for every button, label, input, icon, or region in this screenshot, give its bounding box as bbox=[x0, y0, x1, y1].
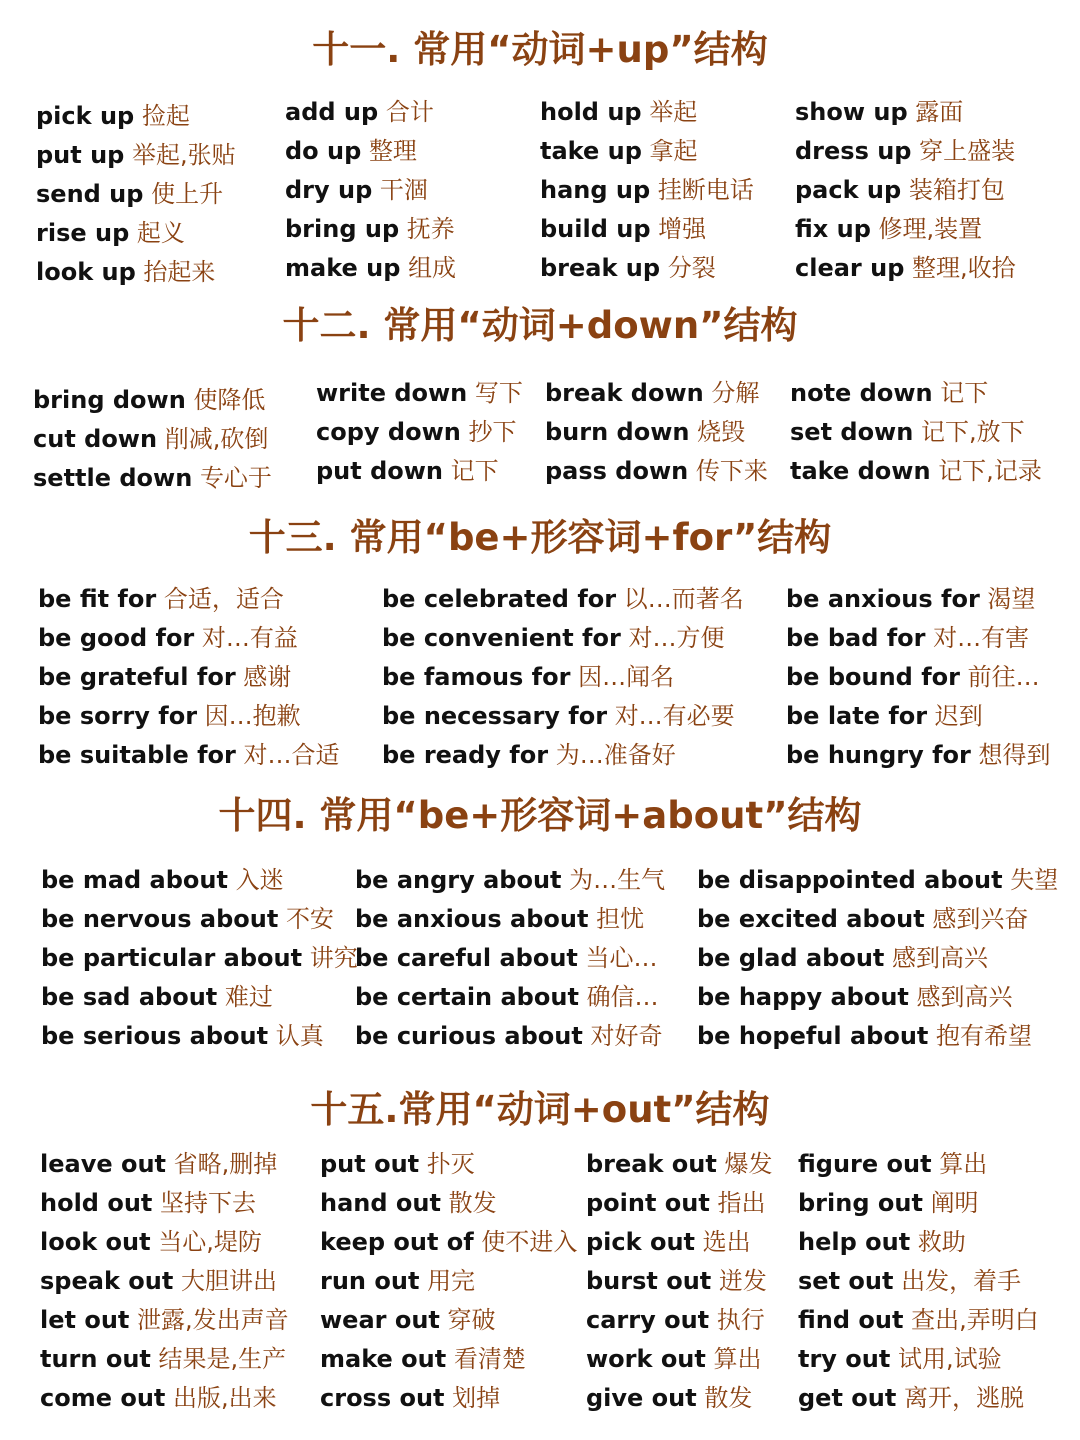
phrase-english: turn out bbox=[40, 1345, 151, 1373]
phrase-chinese: 大胆讲出 bbox=[180, 1267, 277, 1295]
phrase-english: dress up bbox=[795, 137, 912, 165]
phrase-english: take up bbox=[540, 137, 642, 165]
phrase-chinese: 分解 bbox=[711, 379, 760, 407]
phrase-english: break down bbox=[545, 379, 704, 407]
phrase-entry bbox=[697, 1021, 1032, 1051]
phrase-entry bbox=[40, 1383, 277, 1413]
phrase-entry bbox=[382, 584, 744, 614]
phrase-entry bbox=[38, 623, 298, 653]
phrase-chinese: 难过 bbox=[224, 983, 273, 1011]
phrase-chinese: 坚持下去 bbox=[160, 1189, 257, 1217]
phrase-chinese: 想得到 bbox=[978, 741, 1051, 769]
phrase-entry bbox=[355, 904, 644, 934]
phrase-entry bbox=[38, 740, 340, 770]
phrase-chinese: 传下来 bbox=[695, 457, 768, 485]
phrase-entry bbox=[285, 253, 456, 283]
phrase-entry bbox=[285, 214, 455, 244]
phrase-entry bbox=[320, 1266, 475, 1296]
phrase-chinese: 使降低 bbox=[193, 386, 266, 414]
phrase-english: look out bbox=[40, 1228, 151, 1256]
phrase-english: be sorry for bbox=[38, 702, 198, 730]
phrase-entry bbox=[586, 1149, 773, 1179]
phrase-english: be late for bbox=[786, 702, 928, 730]
phrase-english: show up bbox=[795, 98, 908, 126]
phrase-english: hand out bbox=[320, 1189, 441, 1217]
phrase-english: run out bbox=[320, 1267, 420, 1295]
phrase-entry bbox=[36, 257, 215, 287]
phrase-entry bbox=[545, 456, 768, 486]
phrase-english: be angry about bbox=[355, 866, 562, 894]
phrase-english: fix up bbox=[795, 215, 871, 243]
phrase-english: let out bbox=[40, 1306, 130, 1334]
phrase-chinese: 记下 bbox=[450, 457, 499, 485]
phrase-entry bbox=[798, 1305, 1039, 1335]
phrase-chinese: 用完 bbox=[427, 1267, 476, 1295]
phrase-chinese: 离开，逃脱 bbox=[903, 1384, 1024, 1412]
phrase-english: be ready for bbox=[382, 741, 549, 769]
phrase-english: break up bbox=[540, 254, 661, 282]
phrase-english: cross out bbox=[320, 1384, 445, 1412]
phrase-english: be mad about bbox=[41, 866, 228, 894]
phrase-entry bbox=[38, 584, 284, 614]
phrase-chinese: 起义 bbox=[136, 219, 185, 247]
phrase-chinese: 分裂 bbox=[667, 254, 716, 282]
phrase-entry bbox=[586, 1344, 762, 1374]
phrase-entry bbox=[40, 1188, 256, 1218]
phrase-chinese: 穿上盛装 bbox=[919, 137, 1016, 165]
phrase-entry bbox=[316, 378, 523, 408]
phrase-chinese: 看清楚 bbox=[453, 1345, 526, 1373]
phrase-entry bbox=[320, 1188, 497, 1218]
phrase-entry bbox=[38, 701, 301, 731]
phrase-chinese: 迸发 bbox=[718, 1267, 767, 1295]
phrase-english: figure out bbox=[798, 1150, 932, 1178]
phrase-entry bbox=[586, 1188, 766, 1218]
phrase-english: take down bbox=[790, 457, 931, 485]
phrase-english: break out bbox=[586, 1150, 717, 1178]
phrase-chinese: 感谢 bbox=[243, 663, 292, 691]
phrase-entry bbox=[697, 943, 988, 973]
phrase-chinese: 担忧 bbox=[596, 905, 645, 933]
phrase-chinese: 认真 bbox=[275, 1022, 324, 1050]
phrase-chinese: 指出 bbox=[717, 1189, 766, 1217]
section-title: 十五.常用“动词+out”结构 bbox=[310, 1088, 770, 1131]
phrase-english: work out bbox=[586, 1345, 706, 1373]
phrase-chinese: 削减,砍倒 bbox=[164, 425, 269, 453]
phrase-entry bbox=[320, 1305, 496, 1335]
phrase-entry bbox=[40, 1266, 277, 1296]
phrase-english: look up bbox=[36, 258, 136, 286]
phrase-english: hold out bbox=[40, 1189, 153, 1217]
phrase-chinese: 感到高兴 bbox=[916, 983, 1013, 1011]
phrase-english: be disappointed about bbox=[697, 866, 1003, 894]
phrase-entry bbox=[33, 385, 265, 415]
phrase-english: add up bbox=[285, 98, 379, 126]
phrase-chinese: 省略,删掉 bbox=[173, 1150, 278, 1178]
phrase-chinese: 组成 bbox=[408, 254, 457, 282]
phrase-entry bbox=[320, 1227, 577, 1257]
phrase-chinese: 装箱打包 bbox=[908, 176, 1005, 204]
phrase-chinese: 散发 bbox=[448, 1189, 497, 1217]
phrase-english: be bad for bbox=[786, 624, 926, 652]
phrase-entry bbox=[36, 140, 236, 170]
phrase-chinese: 抄下 bbox=[468, 418, 517, 446]
phrase-english: build up bbox=[540, 215, 651, 243]
phrase-chinese: 失望 bbox=[1010, 866, 1059, 894]
phrase-english: write down bbox=[316, 379, 468, 407]
phrase-chinese: 感到兴奋 bbox=[932, 905, 1029, 933]
phrase-english: make up bbox=[285, 254, 401, 282]
phrase-english: keep out of bbox=[320, 1228, 474, 1256]
phrase-english: help out bbox=[798, 1228, 911, 1256]
phrase-english: pass down bbox=[545, 457, 689, 485]
phrase-chinese: 扑灭 bbox=[426, 1150, 475, 1178]
phrase-chinese: 查出,弄明白 bbox=[911, 1306, 1039, 1334]
phrase-chinese: 干涸 bbox=[379, 176, 428, 204]
phrase-chinese: 露面 bbox=[915, 98, 964, 126]
phrase-entry bbox=[586, 1305, 765, 1335]
phrase-entry bbox=[795, 253, 1016, 283]
phrase-english: clear up bbox=[795, 254, 905, 282]
phrase-english: be particular about bbox=[41, 944, 303, 972]
phrase-chinese: 记下,记录 bbox=[938, 457, 1042, 485]
phrase-english: give out bbox=[586, 1384, 697, 1412]
phrase-entry bbox=[795, 214, 982, 244]
phrase-entry bbox=[33, 463, 272, 493]
phrase-entry bbox=[790, 417, 1025, 447]
phrase-english: be good for bbox=[38, 624, 195, 652]
section-title: 十二. 常用“动词+down”结构 bbox=[282, 304, 798, 347]
phrase-english: be anxious for bbox=[786, 585, 980, 613]
phrase-entry bbox=[790, 456, 1042, 486]
phrase-english: send up bbox=[36, 180, 144, 208]
section-title: 十三. 常用“be+形容词+for”结构 bbox=[248, 516, 832, 559]
phrase-entry bbox=[355, 1021, 662, 1051]
phrase-english: wear out bbox=[320, 1306, 440, 1334]
phrase-chinese: 专心于 bbox=[199, 464, 272, 492]
phrase-chinese: 捡起 bbox=[141, 102, 190, 130]
phrase-entry bbox=[40, 1227, 262, 1257]
phrase-english: be sad about bbox=[41, 983, 218, 1011]
phrase-chinese: 讲究 bbox=[309, 944, 358, 972]
phrase-english: be curious about bbox=[355, 1022, 583, 1050]
phrase-entry bbox=[795, 97, 963, 127]
phrase-entry bbox=[798, 1266, 1021, 1296]
phrase-english: pick out bbox=[586, 1228, 695, 1256]
phrase-chinese: 出版,出来 bbox=[173, 1384, 277, 1412]
phrase-entry bbox=[355, 982, 659, 1012]
phrase-entry bbox=[355, 943, 658, 973]
phrase-entry bbox=[798, 1344, 1002, 1374]
phrase-english: copy down bbox=[316, 418, 461, 446]
phrase-chinese: 不安 bbox=[285, 905, 334, 933]
phrase-chinese: 挂断电话 bbox=[657, 176, 754, 204]
phrase-entry bbox=[40, 1149, 277, 1179]
phrase-entry bbox=[786, 740, 1051, 770]
phrase-chinese: 算出 bbox=[939, 1150, 988, 1178]
phrase-entry bbox=[697, 904, 1028, 934]
phrase-entry bbox=[40, 1305, 289, 1335]
phrase-chinese: 使上升 bbox=[151, 180, 224, 208]
phrase-english: make out bbox=[320, 1345, 447, 1373]
phrase-entry bbox=[320, 1344, 526, 1374]
phrase-english: pick up bbox=[36, 102, 135, 130]
phrase-entry bbox=[41, 904, 334, 934]
phrase-english: be suitable for bbox=[38, 741, 236, 769]
phrase-entry bbox=[316, 456, 499, 486]
phrase-entry bbox=[36, 218, 185, 248]
phrase-chinese: 举起 bbox=[649, 98, 698, 126]
phrase-entry bbox=[545, 417, 745, 447]
phrase-entry bbox=[798, 1188, 979, 1218]
section-title: 十一. 常用“动词+up”结构 bbox=[312, 28, 768, 71]
phrase-english: put out bbox=[320, 1150, 420, 1178]
phrase-entry bbox=[33, 424, 268, 454]
phrase-chinese: 渴望 bbox=[987, 585, 1036, 613]
phrase-chinese: 合适，适合 bbox=[163, 585, 284, 613]
phrase-chinese: 阐明 bbox=[930, 1189, 979, 1217]
phrase-entry bbox=[697, 865, 1058, 895]
phrase-chinese: 泄露,发出声音 bbox=[137, 1306, 289, 1334]
phrase-entry bbox=[40, 1344, 286, 1374]
phrase-chinese: 为…生气 bbox=[569, 866, 666, 894]
phrase-entry bbox=[382, 623, 724, 653]
phrase-chinese: 合计 bbox=[385, 98, 434, 126]
phrase-chinese: 记下,放下 bbox=[920, 418, 1025, 446]
phrase-english: hang up bbox=[540, 176, 651, 204]
phrase-english: dry up bbox=[285, 176, 373, 204]
phrase-entry bbox=[697, 982, 1013, 1012]
phrase-english: be necessary for bbox=[382, 702, 608, 730]
phrase-entry bbox=[540, 136, 698, 166]
phrase-chinese: 整理 bbox=[368, 137, 417, 165]
phrase-chinese: 抚养 bbox=[406, 215, 455, 243]
phrase-chinese: 划掉 bbox=[452, 1384, 501, 1412]
phrase-english: hold up bbox=[540, 98, 642, 126]
phrase-chinese: 拿起 bbox=[649, 137, 698, 165]
phrase-english: carry out bbox=[586, 1306, 710, 1334]
phrase-english: be careful about bbox=[355, 944, 578, 972]
phrase-entry bbox=[786, 584, 1035, 614]
phrase-entry bbox=[798, 1227, 966, 1257]
phrase-english: get out bbox=[798, 1384, 897, 1412]
phrase-english: be anxious about bbox=[355, 905, 589, 933]
phrase-english: be grateful for bbox=[38, 663, 236, 691]
phrase-chinese: 试用,试验 bbox=[898, 1345, 1002, 1373]
phrase-chinese: 执行 bbox=[716, 1306, 765, 1334]
phrase-english: set out bbox=[798, 1267, 894, 1295]
phrase-chinese: 救助 bbox=[917, 1228, 966, 1256]
phrase-entry bbox=[798, 1383, 1024, 1413]
phrase-english: set down bbox=[790, 418, 914, 446]
phrase-chinese: 举起,张贴 bbox=[132, 141, 236, 169]
phrase-english: be celebrated for bbox=[382, 585, 617, 613]
phrase-english: be excited about bbox=[697, 905, 925, 933]
phrase-entry bbox=[285, 175, 428, 205]
phrase-entry bbox=[41, 865, 284, 895]
phrase-chinese: 感到高兴 bbox=[892, 944, 989, 972]
phrase-entry bbox=[795, 136, 1015, 166]
phrase-chinese: 爆发 bbox=[724, 1150, 773, 1178]
phrase-chinese: 对…有必要 bbox=[614, 702, 735, 730]
phrase-english: be hopeful about bbox=[697, 1022, 929, 1050]
phrase-entry bbox=[382, 740, 676, 770]
phrase-entry bbox=[41, 943, 358, 973]
phrase-entry bbox=[540, 175, 754, 205]
phrase-chinese: 烧毁 bbox=[697, 418, 746, 446]
phrase-entry bbox=[41, 1021, 324, 1051]
phrase-english: be convenient for bbox=[382, 624, 621, 652]
phrase-english: find out bbox=[798, 1306, 904, 1334]
phrase-english: be nervous about bbox=[41, 905, 279, 933]
phrase-entry bbox=[790, 378, 988, 408]
phrase-english: note down bbox=[790, 379, 933, 407]
phrase-entry bbox=[786, 623, 1029, 653]
phrase-english: bring up bbox=[285, 215, 400, 243]
phrase-english: be bound for bbox=[786, 663, 960, 691]
phrase-english: try out bbox=[798, 1345, 891, 1373]
phrase-chinese: 对…有害 bbox=[933, 624, 1030, 652]
phrase-chinese: 算出 bbox=[713, 1345, 762, 1373]
section-title: 十四. 常用“be+形容词+about”结构 bbox=[218, 794, 862, 837]
phrase-english: come out bbox=[40, 1384, 166, 1412]
phrase-chinese: 迟到 bbox=[934, 702, 983, 730]
phrase-chinese: 因…闻名 bbox=[578, 663, 675, 691]
phrase-entry bbox=[285, 136, 417, 166]
phrase-english: do up bbox=[285, 137, 362, 165]
phrase-english: cut down bbox=[33, 425, 158, 453]
phrase-english: be famous for bbox=[382, 663, 571, 691]
phrase-entry bbox=[786, 662, 1040, 692]
phrase-entry bbox=[545, 378, 759, 408]
phrase-chinese: 入迷 bbox=[235, 866, 284, 894]
phrase-chinese: 以…而著名 bbox=[623, 585, 744, 613]
phrase-entry bbox=[355, 865, 665, 895]
phrase-chinese: 写下 bbox=[474, 379, 523, 407]
phrase-english: rise up bbox=[36, 219, 130, 247]
phrase-english: point out bbox=[586, 1189, 710, 1217]
phrase-entry bbox=[382, 701, 735, 731]
phrase-entry bbox=[38, 662, 291, 692]
phrase-chinese: 当心,堤防 bbox=[158, 1228, 262, 1256]
phrase-english: be fit for bbox=[38, 585, 157, 613]
phrase-english: be happy about bbox=[697, 983, 909, 1011]
phrase-chinese: 前往… bbox=[967, 663, 1040, 691]
phrase-entry bbox=[382, 662, 674, 692]
phrase-chinese: 修理,装置 bbox=[878, 215, 983, 243]
phrase-entry bbox=[586, 1383, 752, 1413]
phrase-chinese: 使不进入 bbox=[481, 1228, 578, 1256]
phrase-english: settle down bbox=[33, 464, 193, 492]
phrase-entry bbox=[320, 1383, 500, 1413]
phrase-english: be glad about bbox=[697, 944, 885, 972]
phrase-entry bbox=[795, 175, 1005, 205]
phrase-entry bbox=[320, 1149, 475, 1179]
phrase-chinese: 对好奇 bbox=[590, 1022, 663, 1050]
phrase-chinese: 为…准备好 bbox=[555, 741, 676, 769]
phrase-chinese: 对…有益 bbox=[201, 624, 298, 652]
phrase-english: burn down bbox=[545, 418, 690, 446]
phrase-entry bbox=[36, 179, 223, 209]
phrase-english: be hungry for bbox=[786, 741, 971, 769]
phrase-chinese: 抬起来 bbox=[143, 258, 216, 286]
phrase-chinese: 整理,收拾 bbox=[912, 254, 1016, 282]
phrase-chinese: 当心… bbox=[585, 944, 658, 972]
phrase-chinese: 确信… bbox=[586, 983, 659, 1011]
phrase-chinese: 对…方便 bbox=[628, 624, 725, 652]
phrase-entry bbox=[798, 1149, 987, 1179]
phrase-entry bbox=[285, 97, 434, 127]
phrase-english: put up bbox=[36, 141, 125, 169]
phrase-entry bbox=[586, 1266, 767, 1296]
phrase-chinese: 增强 bbox=[658, 215, 707, 243]
phrase-english: burst out bbox=[586, 1267, 712, 1295]
phrase-chinese: 结果是,生产 bbox=[158, 1345, 287, 1373]
phrase-chinese: 选出 bbox=[702, 1228, 751, 1256]
phrase-entry bbox=[540, 214, 706, 244]
phrase-entry bbox=[586, 1227, 751, 1257]
phrase-english: bring out bbox=[798, 1189, 923, 1217]
phrase-english: be serious about bbox=[41, 1022, 269, 1050]
phrase-chinese: 抱有希望 bbox=[936, 1022, 1033, 1050]
phrase-entry bbox=[786, 701, 983, 731]
phrase-chinese: 因…抱歉 bbox=[204, 702, 301, 730]
phrase-chinese: 穿破 bbox=[447, 1306, 496, 1334]
phrase-entry bbox=[36, 101, 190, 131]
phrase-entry bbox=[41, 982, 273, 1012]
phrase-chinese: 散发 bbox=[704, 1384, 753, 1412]
phrase-english: leave out bbox=[40, 1150, 167, 1178]
phrase-entry bbox=[316, 417, 516, 447]
phrase-entry bbox=[540, 253, 716, 283]
phrase-chinese: 出发，着手 bbox=[901, 1267, 1022, 1295]
phrase-english: be certain about bbox=[355, 983, 579, 1011]
phrase-english: pack up bbox=[795, 176, 902, 204]
phrase-english: bring down bbox=[33, 386, 186, 414]
phrase-chinese: 记下 bbox=[940, 379, 989, 407]
phrase-english: put down bbox=[316, 457, 444, 485]
phrase-entry bbox=[540, 97, 697, 127]
phrase-english: speak out bbox=[40, 1267, 174, 1295]
phrase-chinese: 对…合适 bbox=[243, 741, 340, 769]
